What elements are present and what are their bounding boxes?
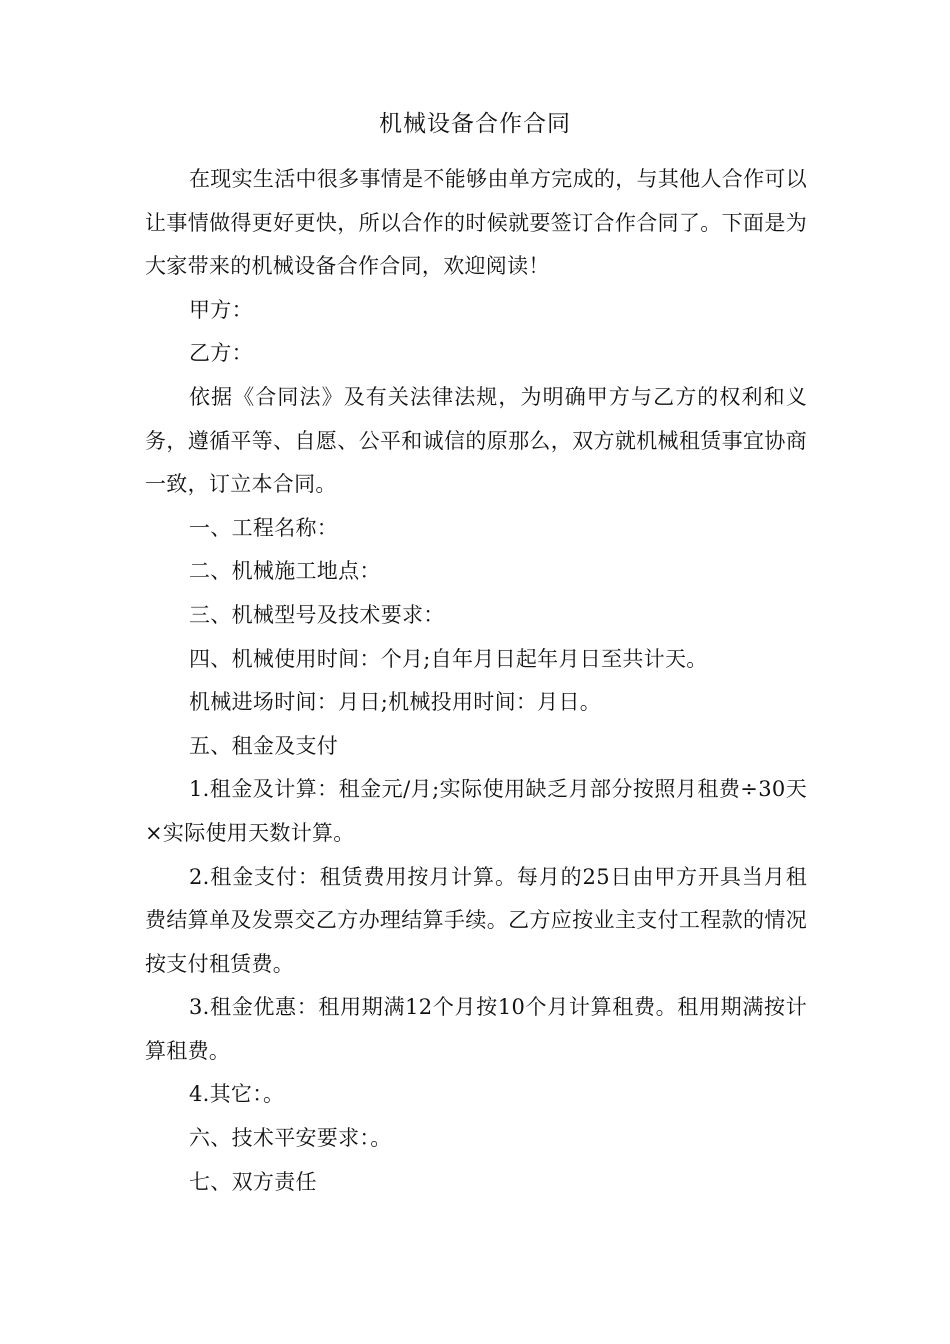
paragraph-rent-calc: 1.租金及计算：租金元/月;实际使用缺乏月部分按照月租费÷30天×实际使用天数计算。: [145, 777, 807, 845]
paragraph-usage-time: 四、机械使用时间：个月;自年月日起年月日至共计天。: [189, 646, 708, 671]
paragraph-other: 4.其它：。: [189, 1082, 285, 1107]
paragraph-entry-time: 机械进场时间：月日;机械投用时间：月日。: [189, 690, 602, 715]
paragraph-site: 二、机械施工地点：: [189, 559, 381, 584]
paragraph-rent-payment: 2.租金支付：租赁费用按月计算。每月的25日由甲方开具当月租费结算单及发票交乙方办理结算手续。乙方应按业主支付工程款的情况按支付租赁费。: [145, 864, 807, 976]
document-title: 机械设备合作合同: [379, 111, 571, 137]
paragraph-responsibilities: 七、双方责任: [189, 1169, 317, 1194]
paragraph-legal-basis: 依据《合同法》及有关法律法规，为明确甲方与乙方的权利和义务，遵循平等、自愿、公平和诚信的原那么，双方就机械租赁事宜协商一致，订立本合同。: [145, 384, 807, 497]
paragraph-rent-discount: 3.租金优惠：租用期满12个月按10个月计算租费。租用期满按计算租费。: [145, 995, 807, 1063]
paragraph-intro: 在现实生活中很多事情是不能够由单方完成的，与其他人合作可以让事情做得更好更快，所以合作的时候就要签订合作合同了。下面是为大家带来的机械设备合作合同，欢迎阅读！: [145, 167, 807, 279]
document-body: [145, 158, 807, 1204]
paragraph-model: 三、机械型号及技术要求：: [189, 602, 445, 627]
paragraph-rent-heading: 五、租金及支付: [189, 733, 339, 758]
paragraph-party-a: 甲方：: [189, 297, 253, 322]
paragraph-project-name: 一、工程名称：: [189, 515, 339, 540]
paragraph-party-b: 乙方：: [189, 341, 253, 366]
paragraph-safety: 六、技术平安要求：。: [189, 1126, 392, 1151]
